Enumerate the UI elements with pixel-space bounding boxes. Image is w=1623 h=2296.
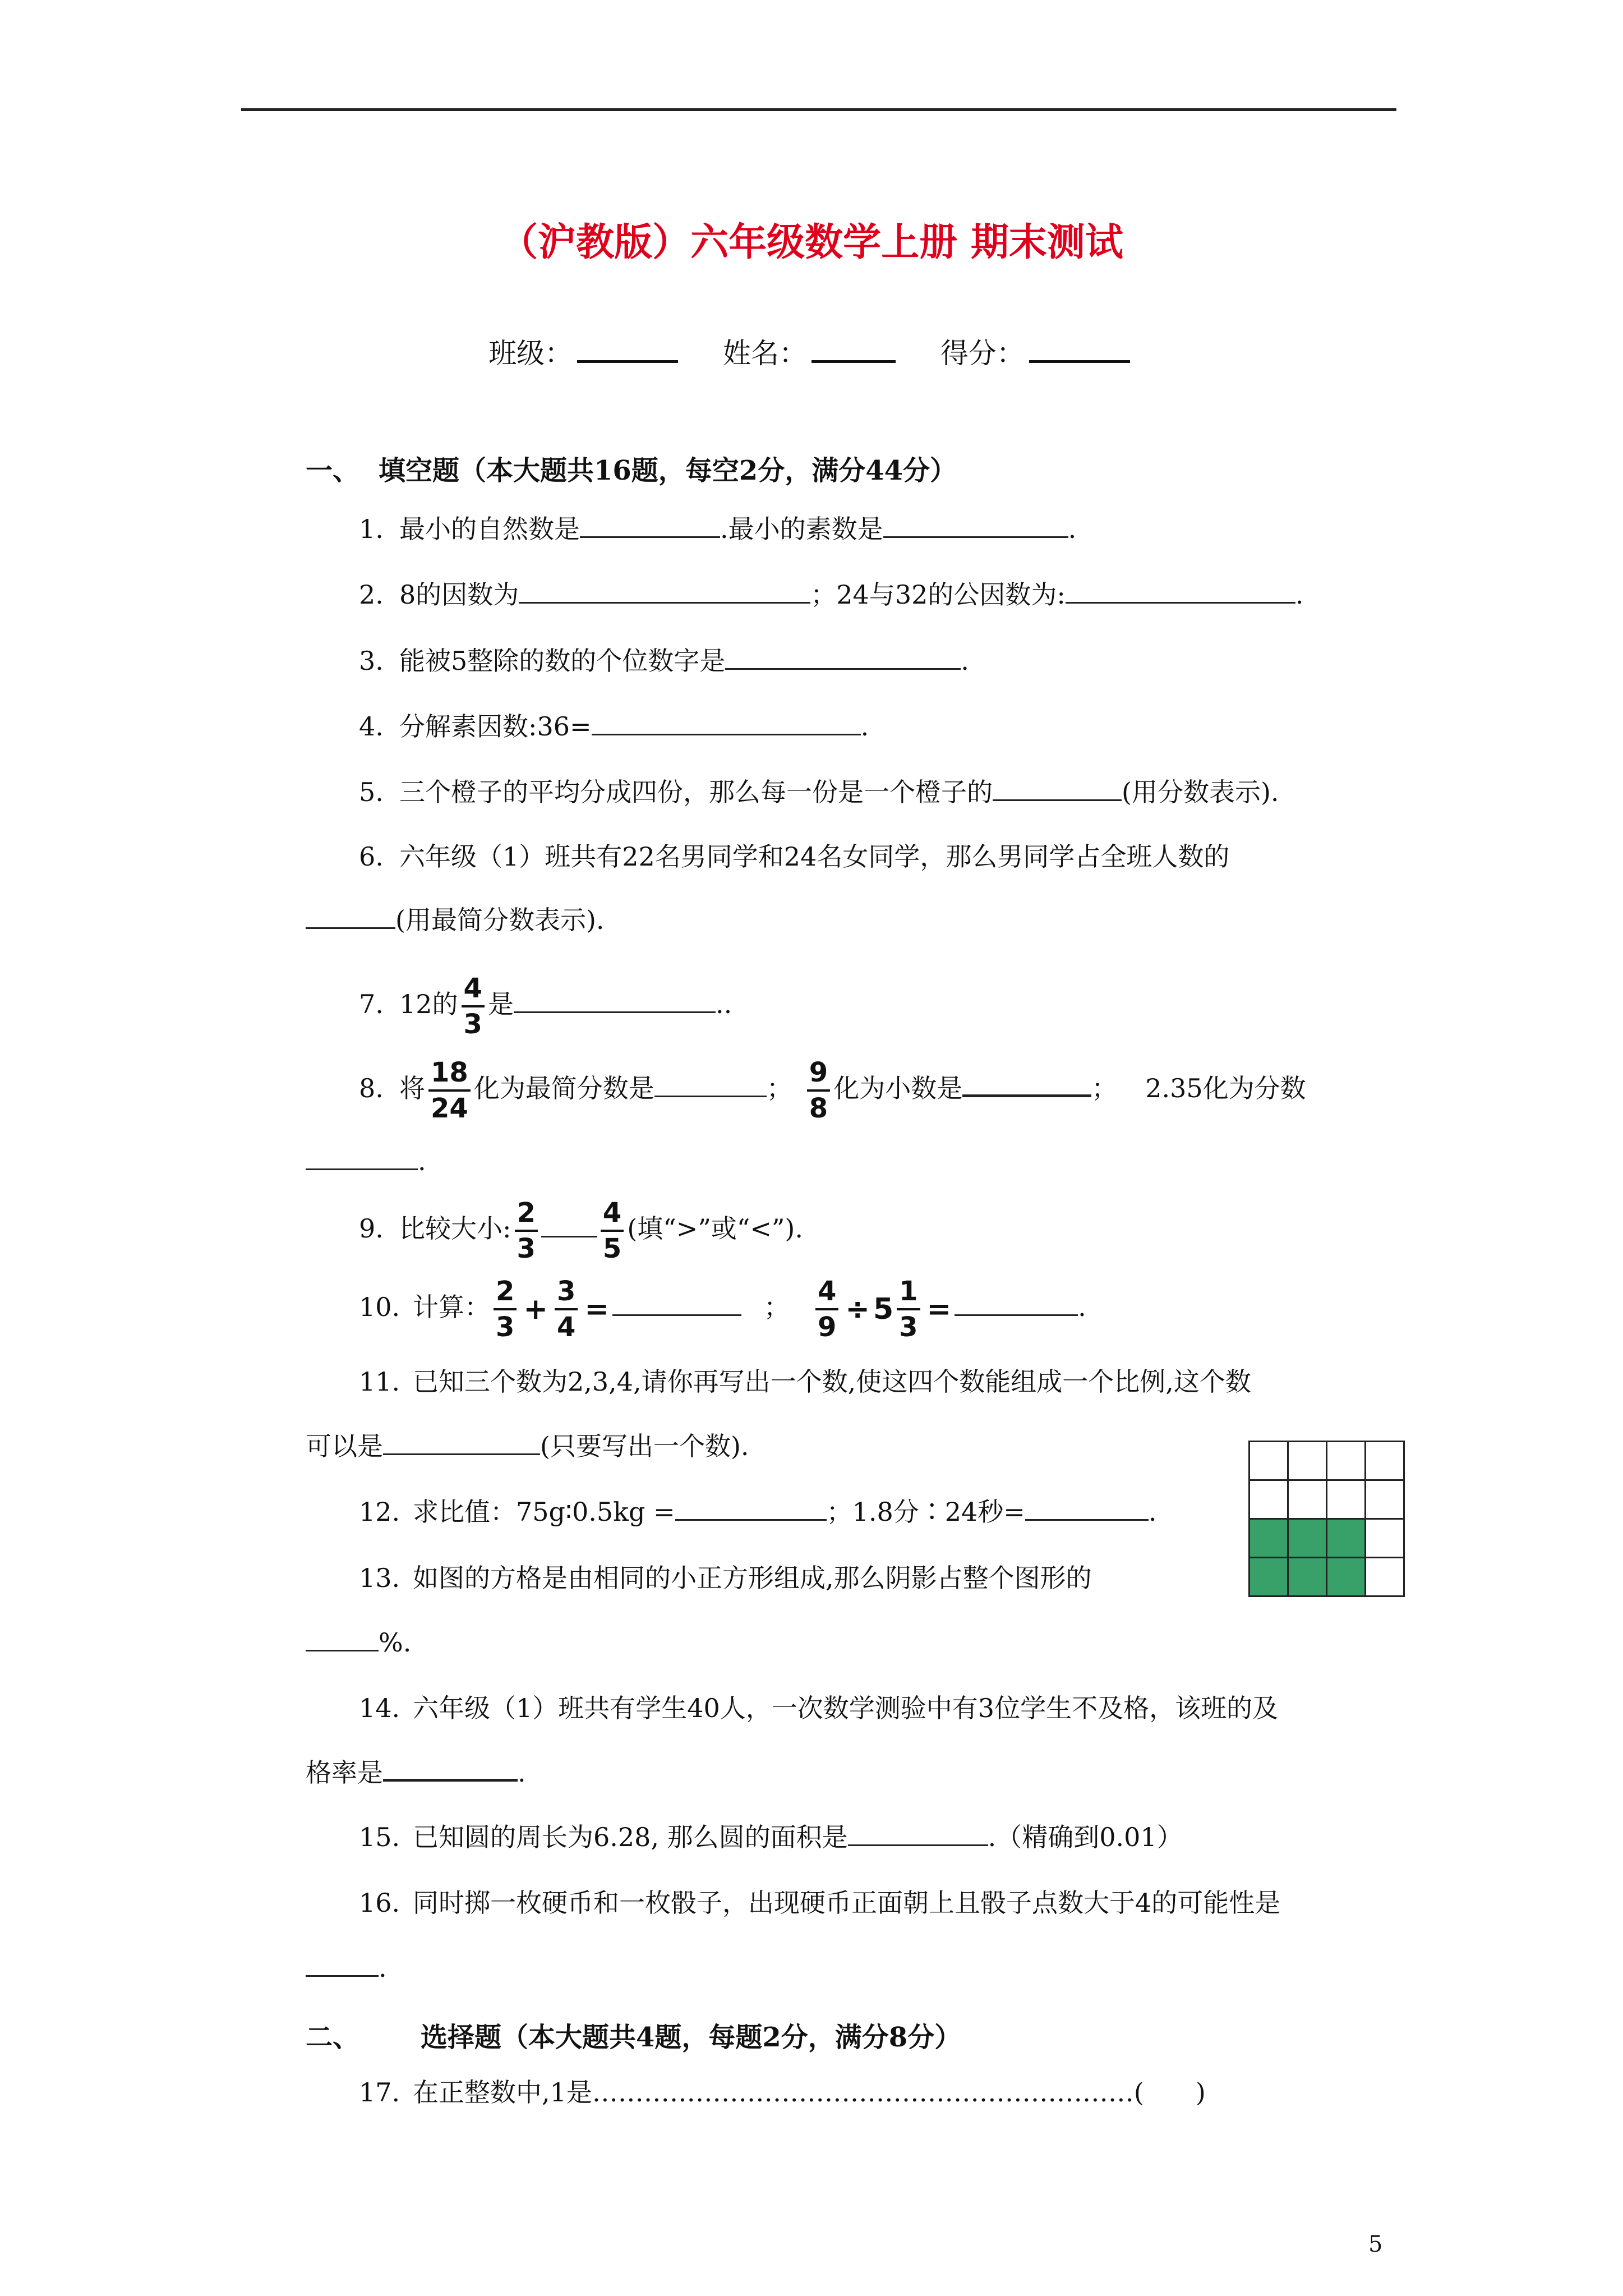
q2-blank-2[interactable] — [1066, 579, 1295, 604]
q10-fraction-3: $\frac{4}{9}$ — [815, 1278, 838, 1341]
question-6-cont: (用最简分数表示). — [306, 903, 605, 937]
name-label: 姓名： — [723, 337, 807, 370]
score-label: 得分： — [940, 337, 1025, 370]
question-13-cont: %. — [306, 1626, 411, 1659]
grid-cell — [1288, 1480, 1327, 1519]
q9-blank[interactable] — [541, 1213, 597, 1237]
question-1: 1. 最小的自然数是 .最小的素数是 . — [359, 514, 1077, 544]
question-16: 16. 同时掷一枚硬币和一枚骰子，出现硬币正面朝上且骰子点数大于4的可能性是 — [359, 1888, 1281, 1918]
grid-cell-shaded — [1288, 1519, 1327, 1558]
score-field[interactable] — [1029, 334, 1130, 363]
question-16-cont: . — [306, 1951, 387, 1985]
name-field[interactable] — [811, 334, 896, 363]
page-title: （沪教版）六年级数学上册 期末测试 — [500, 220, 1123, 265]
question-7: 7. 12的 $\frac{4}{3}$ 是 .. — [359, 973, 732, 1040]
question-11-cont: 可以是 (只要写出一个数). — [306, 1431, 749, 1461]
question-9: 9. 比较大小: $\frac{2}{3}$ $\frac{4}{5}$ (填“>”或“<”). — [359, 1197, 803, 1264]
section-2-heading: 二、 选择题（本大题共4题，每题2分，满分8分） — [306, 2022, 962, 2053]
q5-blank[interactable] — [993, 777, 1122, 801]
question-14: 14. 六年级（1）班共有学生40人，一次数学测验中有3位学生不及格，该班的及 — [359, 1693, 1279, 1723]
q3-blank[interactable] — [725, 646, 961, 670]
question-8: 8. 将 $\frac{18}{24}$ 化为最简分数是 ； $\frac{9}{8}$ 化为小数是 ； 2.35化为分数 — [359, 1057, 1306, 1124]
q8-blank-2[interactable] — [962, 1072, 1091, 1097]
class-field[interactable] — [577, 334, 678, 363]
q10-fraction-1: $\frac{2}{3}$ — [494, 1278, 517, 1341]
question-13: 13. 如图的方格是由相同的小正方形组成,那么阴影占整个图形的 — [359, 1563, 1092, 1593]
question-15: 15. 已知圆的周长为6.28, 那么圆的面积是 .（精确到0.01） — [359, 1822, 1183, 1852]
q4-blank[interactable] — [592, 711, 861, 735]
class-label: 班级： — [488, 337, 573, 370]
question-8-cont: . — [306, 1144, 426, 1178]
question-6: 6. 六年级（1）班共有22名男同学和24名女同学，那么男同学占全班人数的 — [359, 841, 1230, 872]
q8-fraction-1: $\frac{18}{24}$ — [428, 1059, 471, 1122]
section-1-heading: 一、 填空题（本大题共16题，每空2分，满分44分） — [306, 455, 957, 486]
grid-cell — [1288, 1442, 1327, 1480]
q17-answer-paren[interactable]: ( ) — [1133, 2077, 1206, 2108]
question-10: 10. 计算： $\frac{2}{3}$ + $\frac{3}{4}$ = ； $\frac{4}{9}$ ÷ 5 $\frac{1}{3}$ = . — [359, 1276, 1086, 1343]
q16-blank[interactable] — [306, 1953, 379, 1977]
q13-blank[interactable] — [306, 1627, 379, 1651]
question-5: 5. 三个橙子的平均分成四份，那么每一份是一个橙子的 (用分数表示). — [359, 777, 1279, 807]
q12-blank-2[interactable] — [1025, 1497, 1149, 1521]
grid-cell — [1249, 1442, 1288, 1480]
q14-blank[interactable] — [383, 1756, 518, 1782]
grid-cell — [1327, 1480, 1366, 1519]
q8-blank-3[interactable] — [306, 1146, 418, 1170]
grid-cell — [1366, 1519, 1404, 1558]
q10-fraction-2: $\frac{3}{4}$ — [555, 1278, 578, 1341]
q9-fraction-1: $\frac{2}{3}$ — [515, 1199, 538, 1262]
q1-blank-1[interactable] — [580, 514, 720, 538]
question-12: 12. 求比值：75g∶0.5kg = ；1.8分∶24秒= . — [359, 1497, 1157, 1527]
q6-blank[interactable] — [306, 905, 395, 929]
q10-fraction-4: $\frac{1}{3}$ — [897, 1278, 920, 1341]
question-11: 11. 已知三个数为2,3,4,请你再写出一个数,使这四个数能组成一个比例,这个数 — [359, 1366, 1251, 1397]
q8-fraction-2: $\frac{9}{8}$ — [807, 1059, 830, 1122]
q15-blank[interactable] — [848, 1822, 988, 1846]
q1-blank-2[interactable] — [883, 514, 1068, 538]
grid-cell-shaded — [1327, 1558, 1366, 1596]
grid-cell — [1327, 1442, 1366, 1480]
q8-blank-1[interactable] — [654, 1073, 767, 1097]
shaded-grid-figure — [1248, 1441, 1405, 1597]
grid-cell — [1249, 1480, 1288, 1519]
grid-cell — [1366, 1558, 1404, 1596]
question-17: 17. 在正整数中,1是………………………………………………………( ) — [359, 2077, 1206, 2108]
q10-blank-1[interactable] — [612, 1292, 741, 1316]
top-rule — [241, 108, 1396, 111]
grid-cell — [1366, 1442, 1404, 1480]
q12-blank-1[interactable] — [675, 1497, 827, 1521]
q2-blank-1[interactable] — [519, 579, 810, 604]
q7-fraction: $\frac{4}{3}$ — [462, 975, 485, 1038]
grid-cell-shaded — [1249, 1558, 1288, 1596]
q9-fraction-2: $\frac{4}{5}$ — [601, 1199, 624, 1262]
q7-blank[interactable] — [514, 989, 716, 1013]
q11-blank[interactable] — [383, 1431, 540, 1455]
student-info — [0, 331, 1623, 371]
grid-cell-shaded — [1249, 1519, 1288, 1558]
grid-cell-shaded — [1327, 1519, 1366, 1558]
question-2: 2. 8的因数为 ；24与32的公因数为: . — [359, 579, 1304, 610]
grid-cell — [1366, 1480, 1404, 1519]
question-14-cont: 格率是 . — [306, 1757, 526, 1788]
question-3: 3. 能被5整除的数的个位数字是 . — [359, 646, 969, 676]
q10-blank-2[interactable] — [955, 1292, 1078, 1316]
question-4: 4. 分解素因数:36= . — [359, 711, 869, 742]
grid-cell-shaded — [1288, 1558, 1327, 1596]
page-number: 5 — [1368, 2231, 1383, 2257]
